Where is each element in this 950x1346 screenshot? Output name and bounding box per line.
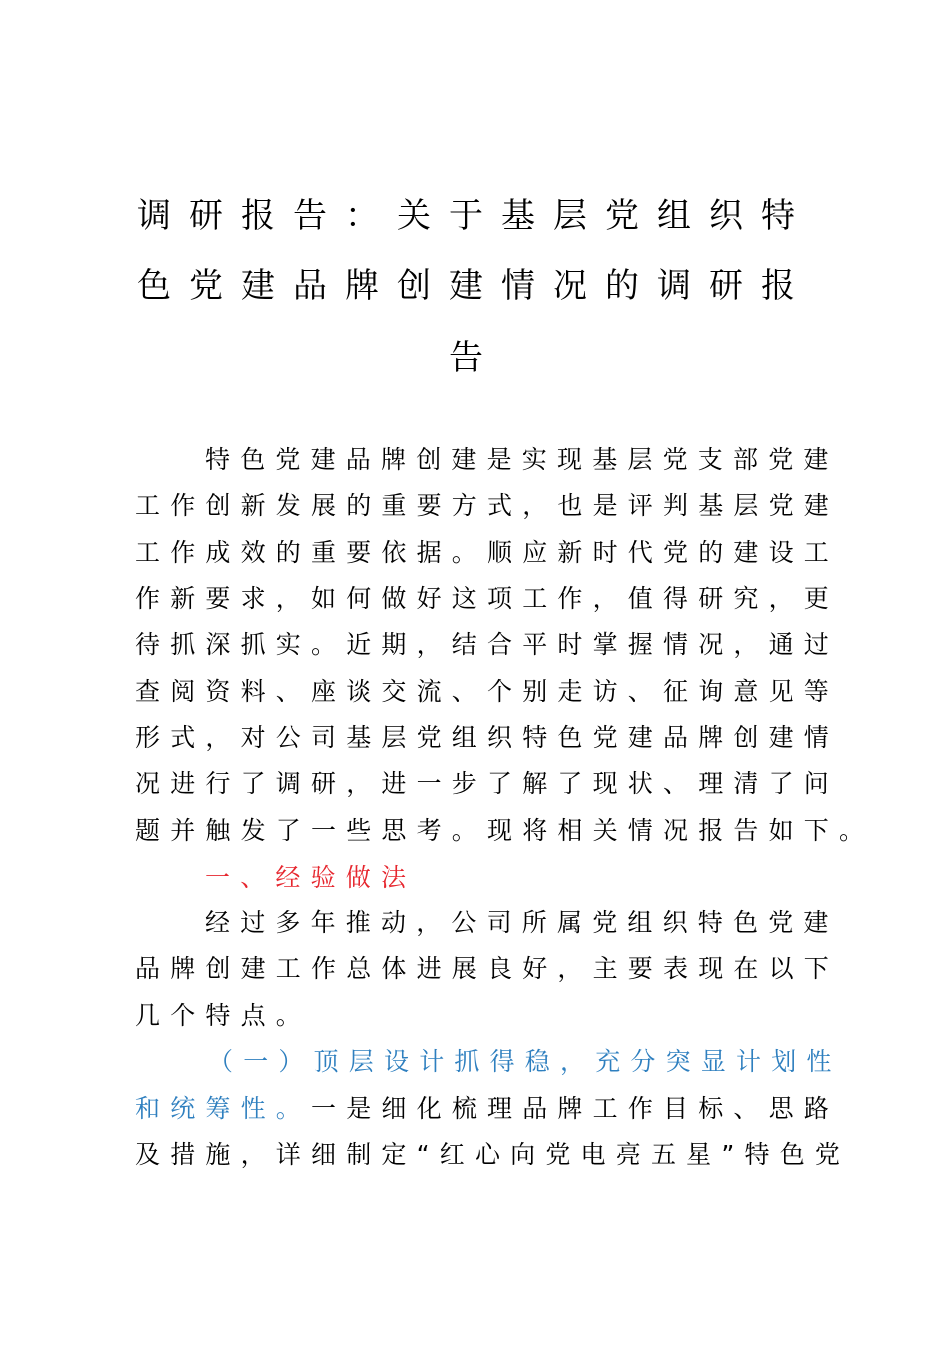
intro-line-6: 查阅资料、座谈交流、个别走访、征询意见等: [135, 677, 840, 706]
title-line-3: 告: [449, 338, 501, 378]
section1-line-2: 品牌创建工作总体进展良好，主要表现在以下: [135, 954, 840, 983]
intro-line-8: 况进行了调研，进一步了解了现状、理清了问: [135, 769, 840, 798]
intro-line-4: 作新要求，如何做好这项工作，值得研究，更: [135, 584, 840, 613]
subsection-line-3: 及措施，详细制定“红心向党电亮五星”特色党: [135, 1140, 851, 1169]
section1-line-3: 几个特点。: [135, 1001, 312, 1030]
subsection-heading-line-2: 和统筹性。: [135, 1094, 312, 1123]
intro-line-5: 待抓深抓实。近期，结合平时掌握情况，通过: [135, 630, 840, 659]
subsection-text-line-2: 一是细化梳理品牌工作目标、思路: [311, 1094, 840, 1123]
intro-line-9: 题并触发了一些思考。现将相关情况报告如下。: [135, 816, 875, 845]
intro-line-3: 工作成效的重要依据。顺应新时代党的建设工: [135, 538, 840, 567]
title-line-1: 调研报告：关于基层党组织特: [137, 196, 813, 236]
intro-line-1: 特色党建品牌创建是实现基层党支部党建: [205, 445, 839, 474]
section-heading-experience: 一、经验做法: [205, 863, 417, 892]
intro-line-7: 形式，对公司基层党组织特色党建品牌创建情: [135, 723, 840, 752]
subsection-heading-line-1: （一）顶层设计抓得稳，充分突显计划性: [208, 1047, 842, 1076]
subsection-line-2: [135, 1093, 840, 1125]
intro-line-2: 工作创新发展的重要方式，也是评判基层党建: [135, 491, 840, 520]
section1-line-1: 经过多年推动，公司所属党组织特色党建: [205, 908, 839, 937]
title-line-2: 色党建品牌创建情况的调研报: [137, 266, 813, 306]
